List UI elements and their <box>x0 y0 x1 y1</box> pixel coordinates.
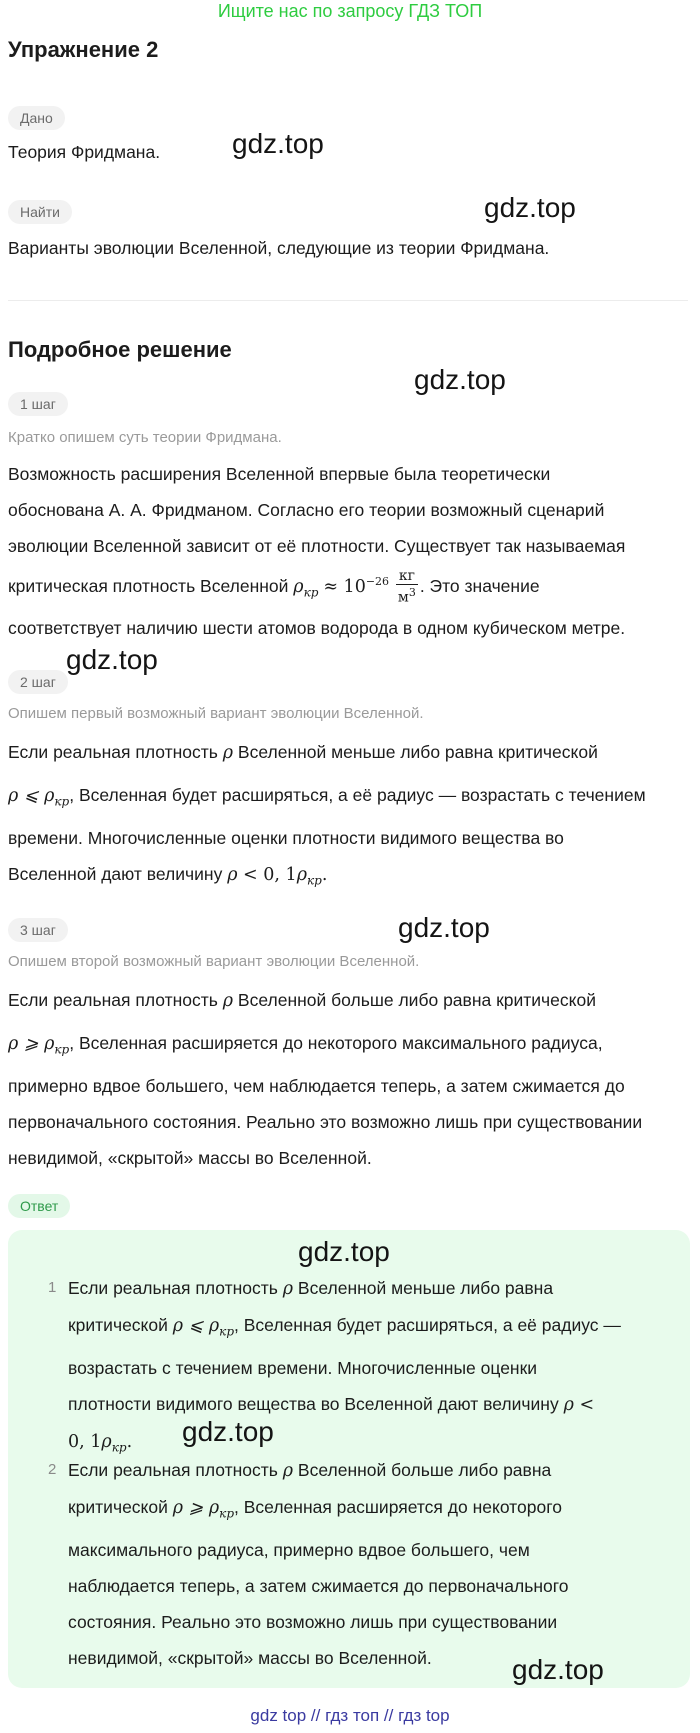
watermark: gdz.top <box>398 912 490 943</box>
watermark: gdz.top <box>182 1416 274 1447</box>
watermark: gdz.top <box>414 364 506 395</box>
watermark: gdz.top <box>512 1654 604 1685</box>
step-1-line-5: соответствует наличию шести атомов водорода в одном кубическом метре. <box>8 618 626 639</box>
step-3-chip: 3 шаг <box>8 918 68 942</box>
step-1-chip: 1 шаг <box>8 392 68 416</box>
find-text: Варианты эволюции Вселенной, следующие из теории Фридмана. <box>8 238 550 258</box>
step-1-line-4-pre: критическая плотность Вселенной <box>8 575 289 596</box>
find-chip: Найти <box>8 200 72 224</box>
answer-chip: Ответ <box>8 1194 70 1218</box>
step-3-body: Если реальная плотность ρ Вселенной больше либо равна критической ρ ⩾ $\rho_{кр}$, Вселенная расширяется до некоторого максимального радиуса, примерно вдвое большего, чем наблюдается теперь, а затем сжимается до первоначального состояния. Реально это возможно лишь при существовании невидимой, «скрытой» массы во Вселенной. <box>8 990 643 1168</box>
density-unit-fraction: $\frac{кг}{м^3}$ <box>397 568 416 607</box>
step-1-body <box>8 456 688 646</box>
answer-item-2-number: 2 <box>48 1461 57 1478</box>
step-1-line-4-post: . Это значение <box>419 575 540 596</box>
answer-item-2: Если реальная плотность ρ Вселенной больше либо равна критической ρ ⩾ $\rho_{кр}$, Вселенная расширяется до некоторого максимального радиуса, примерно вдвое большего, чем наблюдается теперь, а затем сжимается до первоначального состояния. Реально это возможно лишь при существовании невидимой, «скрытой» массы во Вселенной. <box>68 1460 569 1668</box>
rho-le-rho-kr: ρ ⩽ $\rho_{кр}$ <box>8 786 70 809</box>
step-2-body: Если реальная плотность ρ Вселенной меньше либо равна критической ρ ⩽ $\rho_{кр}$, Вселенная будет расширяться, а её радиус — возрастать с течением времени. Многочисленные оценки плотности видимого вещества во Вселенной дают величину ρ < 0, $1\rho_{кр}$. <box>8 742 646 887</box>
rho-kr-formula: $\rho_{кр}$ <box>293 576 319 600</box>
watermark: gdz.top <box>484 192 576 223</box>
step-1-line-4: критическая плотность Вселенной $\rho_{кр} \approx 10^{-26}$ $\frac{кг}{м^3}$ . Это значение <box>8 568 540 607</box>
given-chip: Дано <box>8 106 65 130</box>
exercise-title: Упражнение 2 <box>8 37 159 62</box>
search-banner: Ищите нас по запросу ГДЗ ТОП <box>217 1 483 21</box>
rho-ge-rho-kr: ρ ⩾ $\rho_{кр}$ <box>8 1034 70 1057</box>
watermark: gdz.top <box>232 128 324 159</box>
unit-numerator: кг <box>396 568 418 585</box>
rho-lt-formula: ρ < <box>227 864 264 885</box>
footer-links[interactable]: gdz top // гдз топ // гдз top <box>250 1706 450 1725</box>
step-2-hint: Опишем первый возможный вариант эволюции Вселенной. <box>8 705 424 722</box>
step-3-hint: Опишем второй возможный вариант эволюции Вселенной. <box>8 953 420 970</box>
watermark: gdz.top <box>66 644 158 675</box>
rho-symbol: ρ <box>222 743 234 763</box>
step-1-line-1: Возможность расширения Вселенной впервые была теоретически <box>8 464 551 484</box>
unit-denominator: м <box>397 590 409 607</box>
solution-title: Подробное решение <box>8 337 232 362</box>
step-1-line-2: обоснована А. А. Фридманом. Согласно его теории возможный сценарий <box>8 500 605 520</box>
divider <box>8 300 688 301</box>
step-2-chip: 2 шаг <box>8 670 68 694</box>
answer-item-1-number: 1 <box>48 1279 57 1296</box>
step-1-line-3: эволюции Вселенной зависит от её плотности. Существует так называемая <box>8 536 626 556</box>
watermark: gdz.top <box>298 1236 390 1267</box>
given-text: Теория Фридмана. <box>8 142 161 162</box>
rho-symbol: ρ <box>222 991 234 1011</box>
answer-item-1: Если реальная плотность ρ Вселенной меньше либо равна критической ρ ⩽ $\rho_{кр}$, Вселенная будет расширяться, а её радиус — возрастать с течением времени. Многочисленные оценки плотности видимого вещества во Вселенной дают величину ρ < 0, $1\rho_{кр}$. <box>68 1278 621 1454</box>
formula-exponent: −26 <box>365 575 390 588</box>
step-1-hint: Кратко опишем суть теории Фридмана. <box>8 429 282 446</box>
